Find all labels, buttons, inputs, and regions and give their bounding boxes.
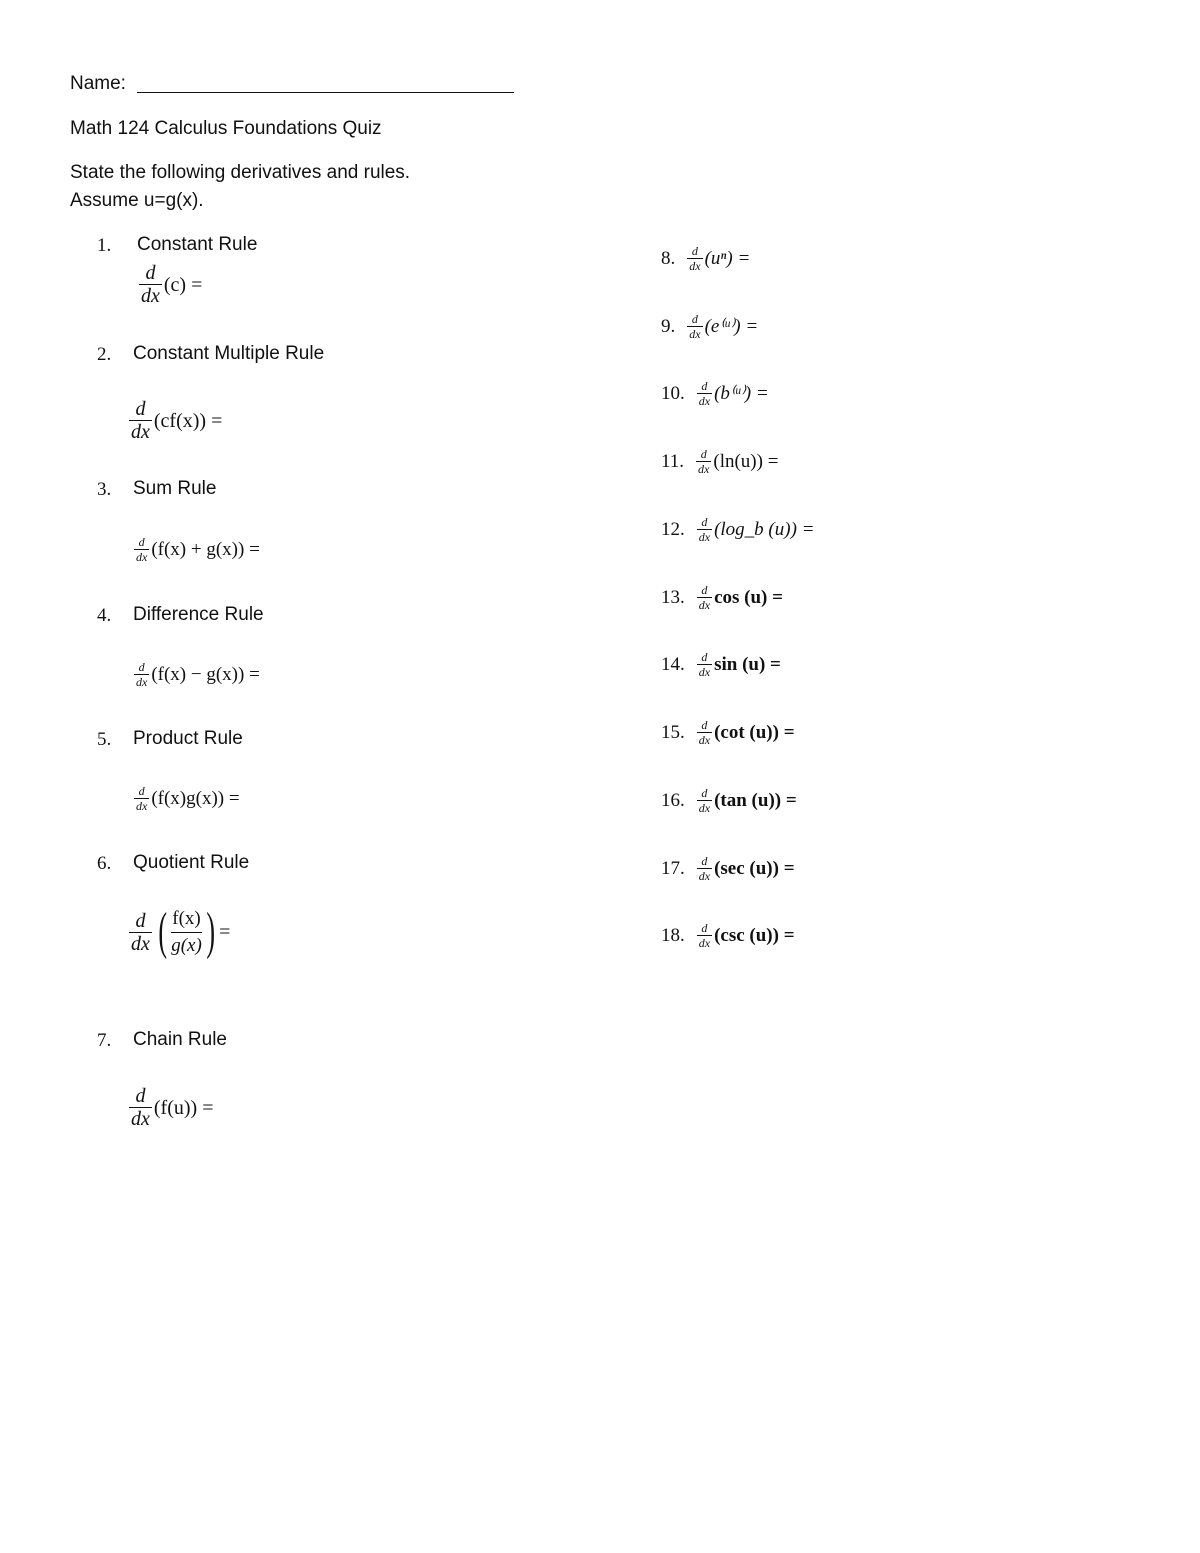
item-11-expression: (ln(u)) = [713, 451, 779, 472]
item-17-index: 17. [661, 857, 685, 879]
item-1-equation [139, 262, 202, 307]
item-7-expression: (f(u)) = [153, 1096, 214, 1119]
derivative-operator: $\frac{d}{dx}$ [698, 650, 711, 679]
item-2-equation [129, 398, 222, 443]
item-12-equation [661, 515, 815, 544]
derivative-operator: $\frac{d}{dx}$ [136, 535, 148, 564]
derivative-operator: $\frac{d}{dx}$ [131, 909, 150, 955]
item-2-expression: (cf(x)) = [153, 409, 223, 432]
item-12-index: 12. [661, 518, 685, 540]
item-3-index: 3. [97, 479, 112, 500]
item-9-index: 9. [661, 315, 676, 337]
item-3-equation [134, 535, 260, 564]
item-15-index: 15. [661, 721, 685, 743]
item-16-expression: (tan (u)) = [714, 790, 797, 811]
item-1-title: Constant Rule [137, 234, 258, 255]
item-18-expression: (csc (u)) = [714, 925, 795, 946]
derivative-operator: $\frac{d}{dx}$ [698, 786, 711, 815]
quiz-title: Math 124 Calculus Foundations Quiz [70, 118, 382, 139]
item-9-expression: (e⁽ᵘ⁾) = [704, 316, 759, 337]
item-8-equation [661, 244, 750, 273]
item-14-equation [661, 650, 781, 679]
item-7-index: 7. [97, 1030, 112, 1051]
item-6-index: 6. [97, 853, 112, 874]
derivative-operator: $\frac{d}{dx}$ [131, 398, 150, 443]
item-16-equation [661, 786, 797, 815]
derivative-operator: $\frac{d}{dx}$ [689, 312, 701, 341]
item-5-equation [134, 784, 240, 813]
item-5-expression: (f(x)g(x)) = [151, 788, 240, 809]
quotient-numerator: f(x) [172, 907, 201, 929]
derivative-operator: $\frac{d}{dx}$ [689, 244, 701, 273]
item-6-title: Quotient Rule [133, 852, 250, 873]
item-14-expression: sin (u) = [714, 654, 781, 675]
item-6-equation [129, 903, 231, 960]
derivative-operator: $\frac{d}{dx}$ [698, 583, 711, 612]
derivative-operator: $\frac{d}{dx}$ [131, 1085, 150, 1130]
item-15-equation [661, 718, 795, 747]
derivative-operator: $\frac{d}{dx}$ [698, 379, 711, 408]
item-13-equation [661, 583, 783, 612]
derivative-operator: $\frac{d}{dx}$ [136, 660, 148, 689]
item-14-index: 14. [661, 653, 685, 675]
item-11-index: 11. [661, 450, 685, 472]
derivative-operator: $\frac{d}{dx}$ [698, 921, 711, 950]
item-16-index: 16. [661, 789, 685, 811]
derivative-operator: $\frac{d}{dx}$ [698, 718, 711, 747]
item-7-title: Chain Rule [133, 1029, 227, 1050]
item-17-expression: (sec (u)) = [714, 858, 795, 879]
item-18-equation [661, 921, 795, 950]
item-1-index: 1. [97, 235, 112, 256]
item-15-expression: (cot (u)) = [714, 722, 795, 743]
item-17-equation [661, 854, 795, 883]
item-11-equation [661, 447, 778, 476]
item-9-equation [661, 312, 758, 341]
item-12-expression: (log_b (u)) = [714, 519, 815, 540]
item-13-expression: cos (u) = [714, 587, 783, 608]
item-5-index: 5. [97, 729, 112, 750]
item-2-index: 2. [97, 344, 112, 365]
name-label: Name: [70, 73, 126, 94]
quotient-denominator: g(x) [171, 934, 202, 956]
item-10-index: 10. [661, 382, 685, 404]
item-8-expression: (uⁿ) = [704, 248, 751, 269]
item-4-index: 4. [97, 605, 112, 626]
item-1-expression: (c) = [163, 273, 203, 296]
item-10-expression: (b⁽ᵘ⁾) = [714, 383, 769, 404]
derivative-operator: $\frac{d}{dx}$ [698, 515, 711, 544]
item-3-expression: (f(x) + g(x)) = [151, 539, 260, 560]
quotient-expression: ( f(x) g(x) ) [158, 903, 215, 960]
item-8-index: 8. [661, 247, 676, 269]
item-4-title: Difference Rule [133, 604, 264, 625]
item-18-index: 18. [661, 924, 685, 946]
item-3-title: Sum Rule [133, 478, 217, 499]
item-5-title: Product Rule [133, 728, 243, 749]
instruction-line-2: Assume u=g(x). [70, 190, 204, 211]
item-7-equation [129, 1085, 213, 1130]
item-4-expression: (f(x) − g(x)) = [151, 664, 260, 685]
item-6-expression: = [219, 921, 231, 943]
derivative-operator: $\frac{d}{dx}$ [141, 262, 160, 307]
instruction-line-1: State the following derivatives and rules. [70, 162, 411, 183]
item-10-equation [661, 379, 769, 408]
derivative-operator: $\frac{d}{dx}$ [698, 447, 710, 476]
item-13-index: 13. [661, 586, 685, 608]
name-answer-line[interactable] [137, 92, 514, 93]
derivative-operator: $\frac{d}{dx}$ [136, 784, 148, 813]
derivative-operator: $\frac{d}{dx}$ [698, 854, 711, 883]
item-4-equation [134, 660, 260, 689]
item-2-title: Constant Multiple Rule [133, 343, 325, 364]
